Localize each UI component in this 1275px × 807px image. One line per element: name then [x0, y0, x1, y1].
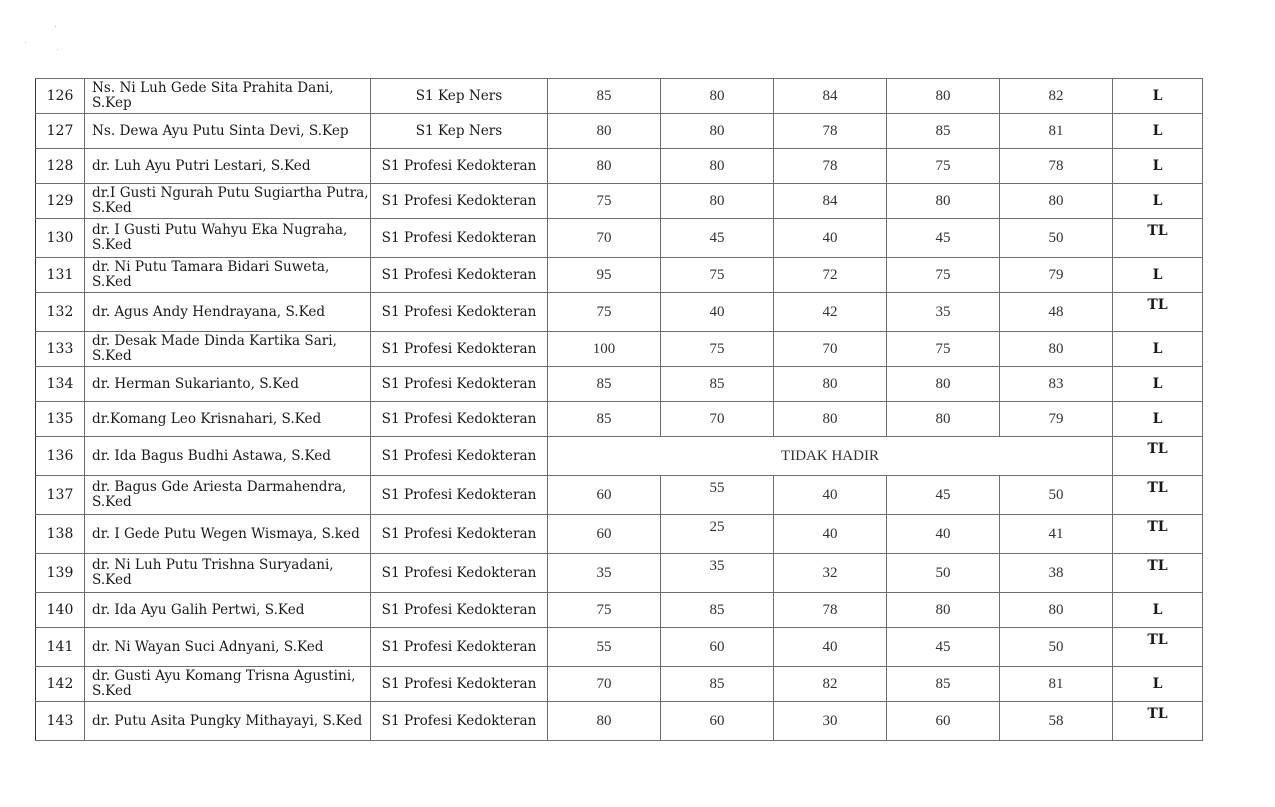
row-number: 138 — [36, 515, 85, 554]
score-cell: 45 — [887, 628, 1000, 667]
result-status: TL — [1113, 219, 1203, 258]
score-cell: 75 — [661, 332, 774, 367]
score-cell: 35 — [887, 293, 1000, 332]
score-cell: 75 — [548, 293, 661, 332]
result-status: TL — [1113, 628, 1203, 667]
score-cell: 100 — [548, 332, 661, 367]
result-status: L — [1113, 593, 1203, 628]
score-cell: 80 — [1000, 184, 1113, 219]
study-program: S1 Kep Ners — [371, 79, 548, 114]
participant-name: dr. Gusti Ayu Komang Trisna Agustini, S.Ked — [85, 667, 371, 702]
score-cell: 80 — [661, 184, 774, 219]
row-number: 135 — [36, 402, 85, 437]
table-row — [36, 476, 1203, 515]
study-program: S1 Profesi Kedokteran — [371, 667, 548, 702]
score-cell: 45 — [887, 219, 1000, 258]
table-row — [36, 593, 1203, 628]
score-cell: 80 — [887, 367, 1000, 402]
score-cell: 55 — [548, 628, 661, 667]
result-status: TL — [1113, 437, 1203, 476]
table-row — [36, 628, 1203, 667]
table-row — [36, 702, 1203, 741]
participant-name: dr. Ni Putu Tamara Bidari Suweta, S.Ked — [85, 258, 371, 293]
table-row — [36, 293, 1203, 332]
participant-name: dr. Agus Andy Hendrayana, S.Ked — [85, 293, 371, 332]
participant-name: dr. Putu Asita Pungky Mithayayi, S.Ked — [85, 702, 371, 741]
study-program: S1 Profesi Kedokteran — [371, 149, 548, 184]
study-program: S1 Profesi Kedokteran — [371, 628, 548, 667]
score-cell: 85 — [548, 402, 661, 437]
row-number: 142 — [36, 667, 85, 702]
result-status: L — [1113, 367, 1203, 402]
score-cell: 85 — [661, 367, 774, 402]
scan-speck — [25, 42, 26, 43]
score-cell: 60 — [661, 628, 774, 667]
score-cell: 80 — [661, 114, 774, 149]
participant-name: dr. Luh Ayu Putri Lestari, S.Ked — [85, 149, 371, 184]
study-program: S1 Profesi Kedokteran — [371, 293, 548, 332]
score-cell: 58 — [1000, 702, 1113, 741]
score-cell: 85 — [887, 667, 1000, 702]
score-cell: 75 — [548, 593, 661, 628]
score-cell: 78 — [774, 593, 887, 628]
score-cell: 82 — [1000, 79, 1113, 114]
result-status: TL — [1113, 554, 1203, 593]
row-number: 137 — [36, 476, 85, 515]
row-number: 136 — [36, 437, 85, 476]
row-number: 130 — [36, 219, 85, 258]
score-cell: 50 — [1000, 219, 1113, 258]
score-cell: 55 — [661, 476, 774, 515]
score-cell: 60 — [887, 702, 1000, 741]
table-row — [36, 332, 1203, 367]
scan-speck — [57, 49, 58, 50]
score-cell: 38 — [1000, 554, 1113, 593]
row-number: 126 — [36, 79, 85, 114]
participant-name: dr. I Gusti Putu Wahyu Eka Nugraha, S.Ked — [85, 219, 371, 258]
score-cell: 78 — [774, 149, 887, 184]
score-cell: 80 — [1000, 593, 1113, 628]
score-cell: 85 — [661, 667, 774, 702]
participant-name: dr. Ida Ayu Galih Pertwi, S.Ked — [85, 593, 371, 628]
result-status: L — [1113, 149, 1203, 184]
score-cell: 35 — [661, 554, 774, 593]
row-number: 140 — [36, 593, 85, 628]
score-cell: 40 — [887, 515, 1000, 554]
table-row — [36, 554, 1203, 593]
row-number: 128 — [36, 149, 85, 184]
score-cell: 50 — [887, 554, 1000, 593]
score-cell: 40 — [774, 476, 887, 515]
row-number: 134 — [36, 367, 85, 402]
score-cell: 75 — [887, 332, 1000, 367]
participant-name: dr. Desak Made Dinda Kartika Sari, S.Ked — [85, 332, 371, 367]
table-row — [36, 437, 1203, 476]
table-row — [36, 402, 1203, 437]
score-cell: 78 — [1000, 149, 1113, 184]
score-cell: 70 — [548, 667, 661, 702]
table-row — [36, 219, 1203, 258]
participant-name: dr. Herman Sukarianto, S.Ked — [85, 367, 371, 402]
score-cell: 75 — [661, 258, 774, 293]
score-cell: 70 — [548, 219, 661, 258]
table-row — [36, 149, 1203, 184]
score-cell: 84 — [774, 79, 887, 114]
score-cell: 80 — [1000, 332, 1113, 367]
study-program: S1 Profesi Kedokteran — [371, 367, 548, 402]
result-status: L — [1113, 667, 1203, 702]
score-cell: 41 — [1000, 515, 1113, 554]
row-number: 141 — [36, 628, 85, 667]
results-table — [35, 78, 1203, 741]
table-row — [36, 114, 1203, 149]
score-cell: 95 — [548, 258, 661, 293]
study-program: S1 Profesi Kedokteran — [371, 332, 548, 367]
score-cell: 45 — [887, 476, 1000, 515]
score-cell: 85 — [548, 79, 661, 114]
participant-name: dr. I Gede Putu Wegen Wismaya, S.ked — [85, 515, 371, 554]
score-cell: 60 — [548, 515, 661, 554]
score-cell: 42 — [774, 293, 887, 332]
score-cell: 81 — [1000, 114, 1113, 149]
score-cell: 81 — [1000, 667, 1113, 702]
study-program: S1 Profesi Kedokteran — [371, 554, 548, 593]
results-table-body — [36, 79, 1203, 741]
score-cell: 48 — [1000, 293, 1113, 332]
score-cell: 75 — [887, 149, 1000, 184]
study-program: S1 Profesi Kedokteran — [371, 437, 548, 476]
score-cell: 80 — [887, 593, 1000, 628]
result-status: L — [1113, 114, 1203, 149]
score-cell: 80 — [548, 149, 661, 184]
score-cell: 80 — [661, 79, 774, 114]
study-program: S1 Profesi Kedokteran — [371, 702, 548, 741]
score-cell: 75 — [887, 258, 1000, 293]
score-cell: 82 — [774, 667, 887, 702]
score-cell: 80 — [887, 184, 1000, 219]
score-cell: 32 — [774, 554, 887, 593]
score-cell: 72 — [774, 258, 887, 293]
table-row — [36, 367, 1203, 402]
table-row — [36, 667, 1203, 702]
row-number: 132 — [36, 293, 85, 332]
score-cell: 30 — [774, 702, 887, 741]
result-status: TL — [1113, 293, 1203, 332]
result-status: L — [1113, 402, 1203, 437]
score-cell: 80 — [774, 367, 887, 402]
result-status: TL — [1113, 702, 1203, 741]
study-program: S1 Profesi Kedokteran — [371, 476, 548, 515]
study-program: S1 Profesi Kedokteran — [371, 184, 548, 219]
participant-name: dr. Ida Bagus Budhi Astawa, S.Ked — [85, 437, 371, 476]
score-cell: 79 — [1000, 402, 1113, 437]
score-cell: 60 — [548, 476, 661, 515]
score-cell: 80 — [548, 114, 661, 149]
study-program: S1 Profesi Kedokteran — [371, 515, 548, 554]
score-cell: 79 — [1000, 258, 1113, 293]
score-cell: 60 — [661, 702, 774, 741]
row-number: 139 — [36, 554, 85, 593]
result-status: L — [1113, 332, 1203, 367]
score-cell: 85 — [548, 367, 661, 402]
score-cell: 40 — [774, 628, 887, 667]
table-row — [36, 184, 1203, 219]
result-status: L — [1113, 184, 1203, 219]
study-program: S1 Profesi Kedokteran — [371, 258, 548, 293]
score-cell: 70 — [774, 332, 887, 367]
study-program: S1 Profesi Kedokteran — [371, 402, 548, 437]
score-cell: 84 — [774, 184, 887, 219]
table-row — [36, 258, 1203, 293]
table-row — [36, 79, 1203, 114]
score-cell: 50 — [1000, 476, 1113, 515]
score-cell: 78 — [774, 114, 887, 149]
participant-name: dr. Ni Luh Putu Trishna Suryadani, S.Ked — [85, 554, 371, 593]
study-program: S1 Profesi Kedokteran — [371, 593, 548, 628]
score-cell: 83 — [1000, 367, 1113, 402]
score-cell: 25 — [661, 515, 774, 554]
participant-name: dr. Ni Wayan Suci Adnyani, S.Ked — [85, 628, 371, 667]
participant-name: dr. Bagus Gde Ariesta Darmahendra, S.Ked — [85, 476, 371, 515]
study-program: S1 Kep Ners — [371, 114, 548, 149]
absent-note: TIDAK HADIR — [548, 437, 1113, 476]
participant-name: dr.Komang Leo Krisnahari, S.Ked — [85, 402, 371, 437]
row-number: 127 — [36, 114, 85, 149]
score-cell: 80 — [887, 402, 1000, 437]
score-cell: 70 — [661, 402, 774, 437]
row-number: 133 — [36, 332, 85, 367]
row-number: 129 — [36, 184, 85, 219]
score-cell: 80 — [774, 402, 887, 437]
result-status: L — [1113, 258, 1203, 293]
row-number: 143 — [36, 702, 85, 741]
score-cell: 85 — [661, 593, 774, 628]
score-cell: 80 — [887, 79, 1000, 114]
scan-speck — [55, 26, 56, 27]
row-number: 131 — [36, 258, 85, 293]
participant-name: dr.I Gusti Ngurah Putu Sugiartha Putra, S.Ked — [85, 184, 371, 219]
score-cell: 45 — [661, 219, 774, 258]
result-status: L — [1113, 79, 1203, 114]
study-program: S1 Profesi Kedokteran — [371, 219, 548, 258]
result-status: TL — [1113, 476, 1203, 515]
participant-name: Ns. Dewa Ayu Putu Sinta Devi, S.Kep — [85, 114, 371, 149]
table-row — [36, 515, 1203, 554]
score-cell: 40 — [661, 293, 774, 332]
score-cell: 50 — [1000, 628, 1113, 667]
result-status: TL — [1113, 515, 1203, 554]
score-cell: 35 — [548, 554, 661, 593]
score-cell: 80 — [548, 702, 661, 741]
score-cell: 40 — [774, 219, 887, 258]
score-cell: 80 — [661, 149, 774, 184]
score-cell: 75 — [548, 184, 661, 219]
participant-name: Ns. Ni Luh Gede Sita Prahita Dani, S.Kep — [85, 79, 371, 114]
score-cell: 85 — [887, 114, 1000, 149]
score-cell: 40 — [774, 515, 887, 554]
